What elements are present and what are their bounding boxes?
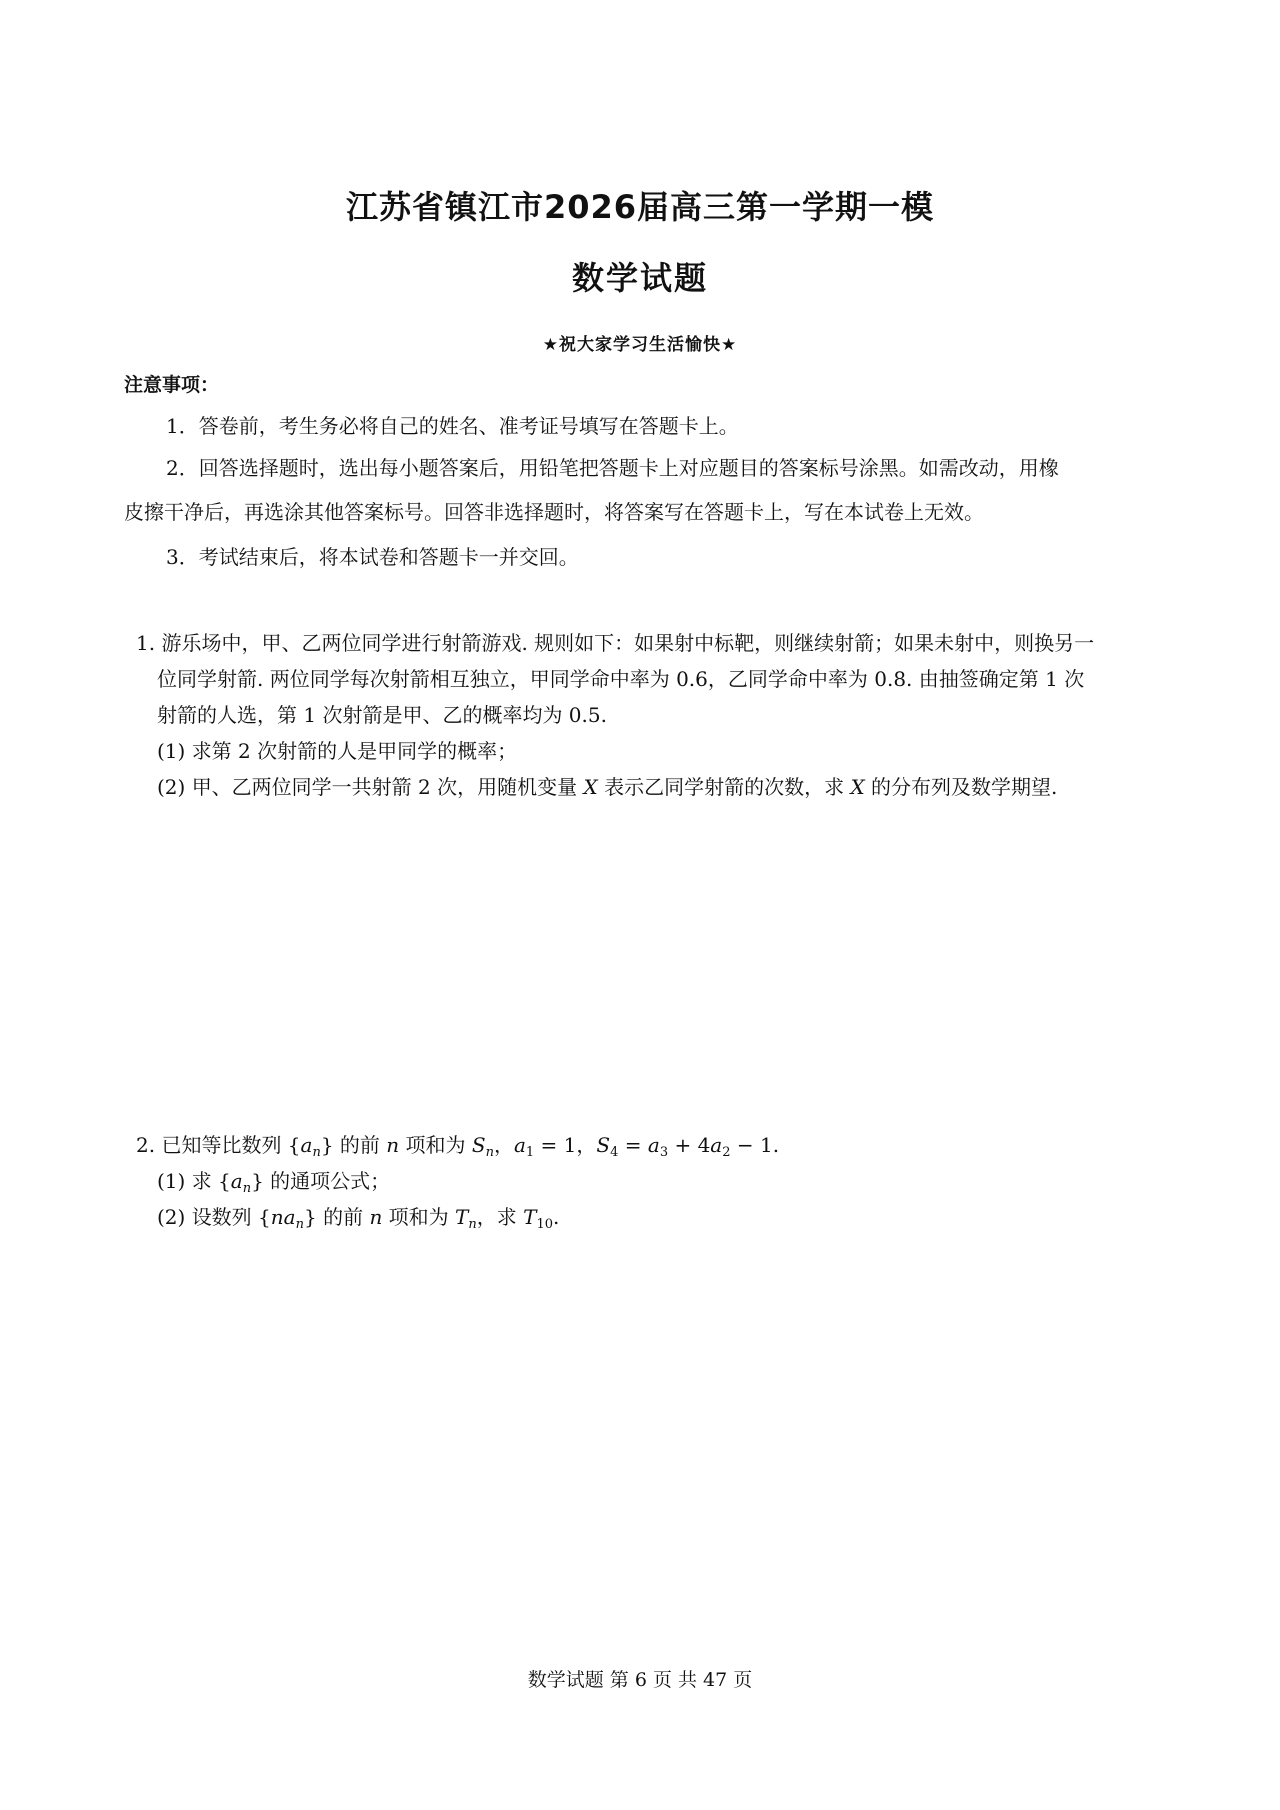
page-title: 江苏省镇江市2026届高三第一学期一模 (345, 188, 935, 226)
question-2-part-1: (1) 求 $\{a_n\}$ 的通项公式； (157, 1169, 391, 1196)
notice-heading: 注意事项： (124, 374, 220, 396)
question-2-part-2: (2) 设数列 $\{na_n\}$ 的前 n 项和为 $T_n$，求 $T_{10}$. (157, 1205, 560, 1232)
page-subtitle: 数学试题 (571, 259, 708, 297)
question-1-line-3: 射箭的人选，第 1 次射箭是甲、乙的概率均为 0.5. (157, 703, 607, 727)
notice-item-2-line-1: 2．回答选择题时，选出每小题答案后，用铅笔把答题卡上对应题目的答案标号涂黑。如需改动，用橡 (166, 456, 1059, 480)
question-1-part-1: (1) 求第 2 次射箭的人是甲同学的概率； (157, 739, 518, 763)
notice-item-1: 1．答卷前，考生务必将自己的姓名、准考证号填写在答题卡上。 (166, 414, 739, 438)
motto: ★祝大家学习生活愉快★ (542, 335, 738, 355)
question-1-part-2: (2) 甲、乙两位同学一共射箭 2 次，用随机变量 X 表示乙同学射箭的次数，求 X 的分布列及数学期望. (157, 775, 1058, 799)
question-1-line-1: 1. 游乐场中，甲、乙两位同学进行射箭游戏. 规则如下：如果射中标靶，则继续射箭；如果未射中，则换另一 (136, 631, 1095, 655)
notice-item-2-line-2: 皮擦干净后，再选涂其他答案标号。回答非选择题时，将答案写在答题卡上，写在本试卷上无效。 (124, 500, 984, 524)
question-2-stem: 2. 已知等比数列 $\{a_n\}$ 的前 n 项和为 $S_n$，$a_1 = 1$，$S_4 = a_3 + 4a_2 - 1$. (136, 1133, 780, 1160)
notice-item-3: 3．考试结束后，将本试卷和答题卡一并交回。 (166, 545, 579, 569)
question-1-line-2: 位同学射箭. 两位同学每次射箭相互独立，甲同学命中率为 0.6，乙同学命中率为 0.8. 由抽签确定第 1 次 (157, 667, 1085, 691)
page-footer: 数学试题 第 6 页 共 47 页 (527, 1669, 753, 1691)
